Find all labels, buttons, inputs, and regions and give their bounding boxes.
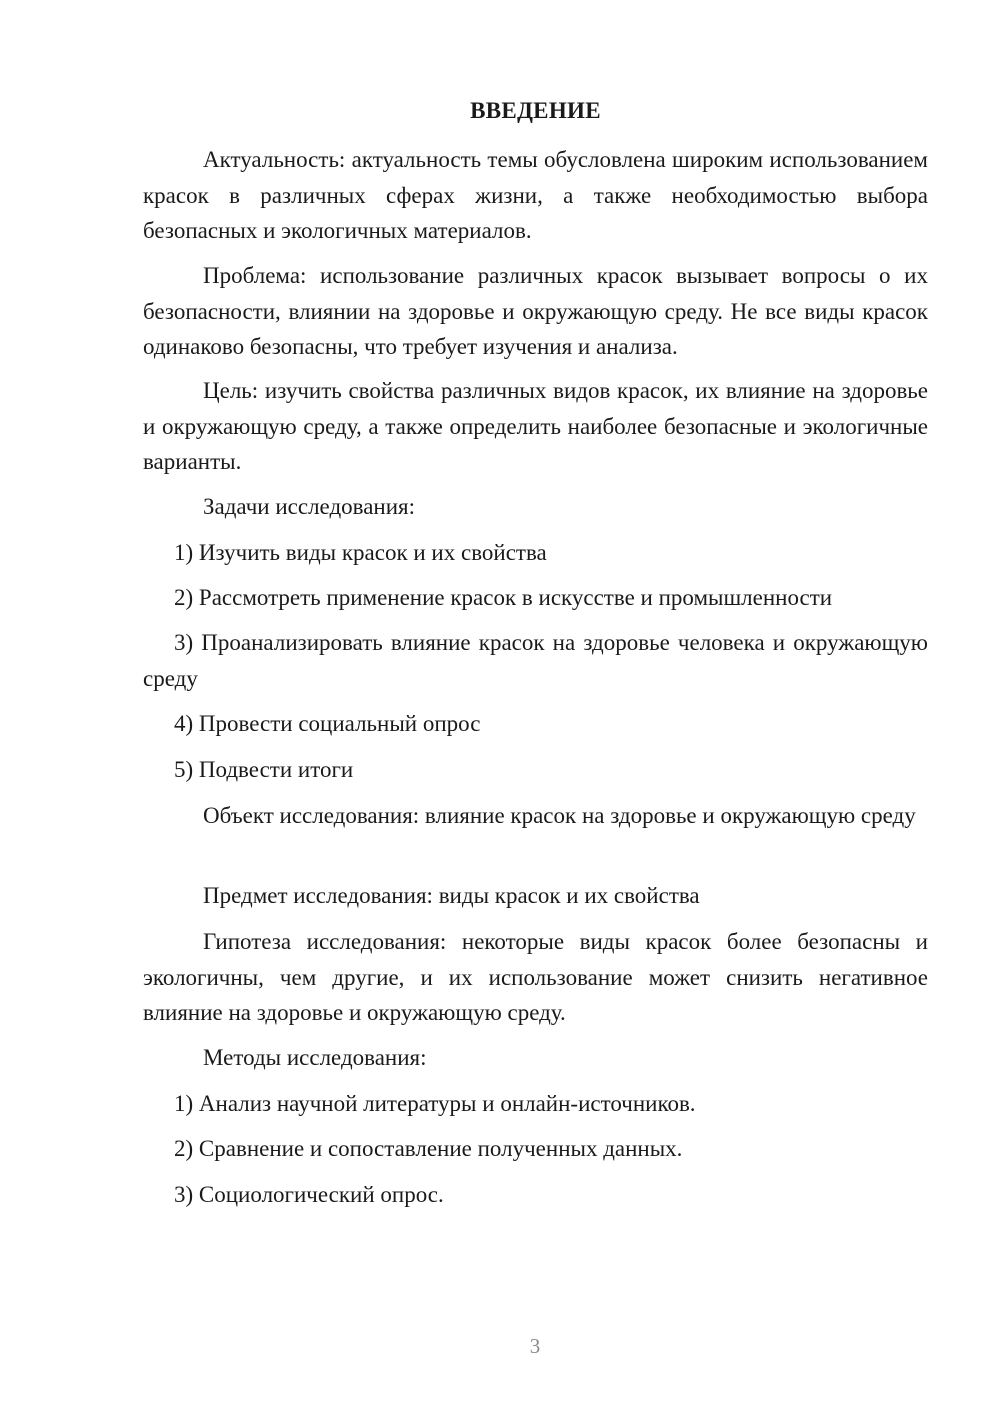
task-item-3: 3) Проанализировать влияние красок на здоровье человека и окружающую среду xyxy=(143,630,928,691)
subject-paragraph: Предмет исследования: виды красок и их свойства xyxy=(203,883,700,908)
object-paragraph: Объект исследования: влияние красок на здоровье и окружающую среду xyxy=(203,803,916,828)
tasks-heading: Задачи исследования: xyxy=(203,494,416,519)
task-item-2: 2) Рассмотреть применение красок в искусстве и промышленности xyxy=(174,585,833,610)
method-item-1: 1) Анализ научной литературы и онлайн-источников. xyxy=(174,1091,696,1116)
page-title: ВВЕДЕНИЕ xyxy=(470,98,601,123)
problem-paragraph: Проблема: использование различных красок вызывает вопросы о их безопасности, влиянии на здоровье и окружающую среду. Не все виды красок одинаково безопасны, что требует изучения и анализа. xyxy=(143,263,928,359)
relevance-paragraph: Актуальность: актуальность темы обусловлена широким использованием красок в различных сферах жизни, а также необходимостью выбора безопасных и экологичных материалов. xyxy=(143,147,928,243)
hypothesis-paragraph: Гипотеза исследования: некоторые виды красок более безопасны и экологичны, чем другие, и их использование может снизить негативное влияние на здоровье и окружающую среду. xyxy=(143,929,928,1025)
methods-heading: Методы исследования: xyxy=(203,1045,427,1070)
page-number: 3 xyxy=(529,1334,541,1358)
method-item-3: 3) Социологический опрос. xyxy=(174,1182,444,1207)
task-item-1: 1) Изучить виды красок и их свойства xyxy=(174,540,547,565)
task-item-5: 5) Подвести итоги xyxy=(174,757,354,782)
task-item-4: 4) Провести социальный опрос xyxy=(174,711,481,736)
goal-paragraph: Цель: изучить свойства различных видов красок, их влияние на здоровье и окружающую среду, а также определить наиболее безопасные и экологичные варианты. xyxy=(143,378,928,474)
method-item-2: 2) Сравнение и сопоставление полученных данных. xyxy=(174,1136,683,1161)
